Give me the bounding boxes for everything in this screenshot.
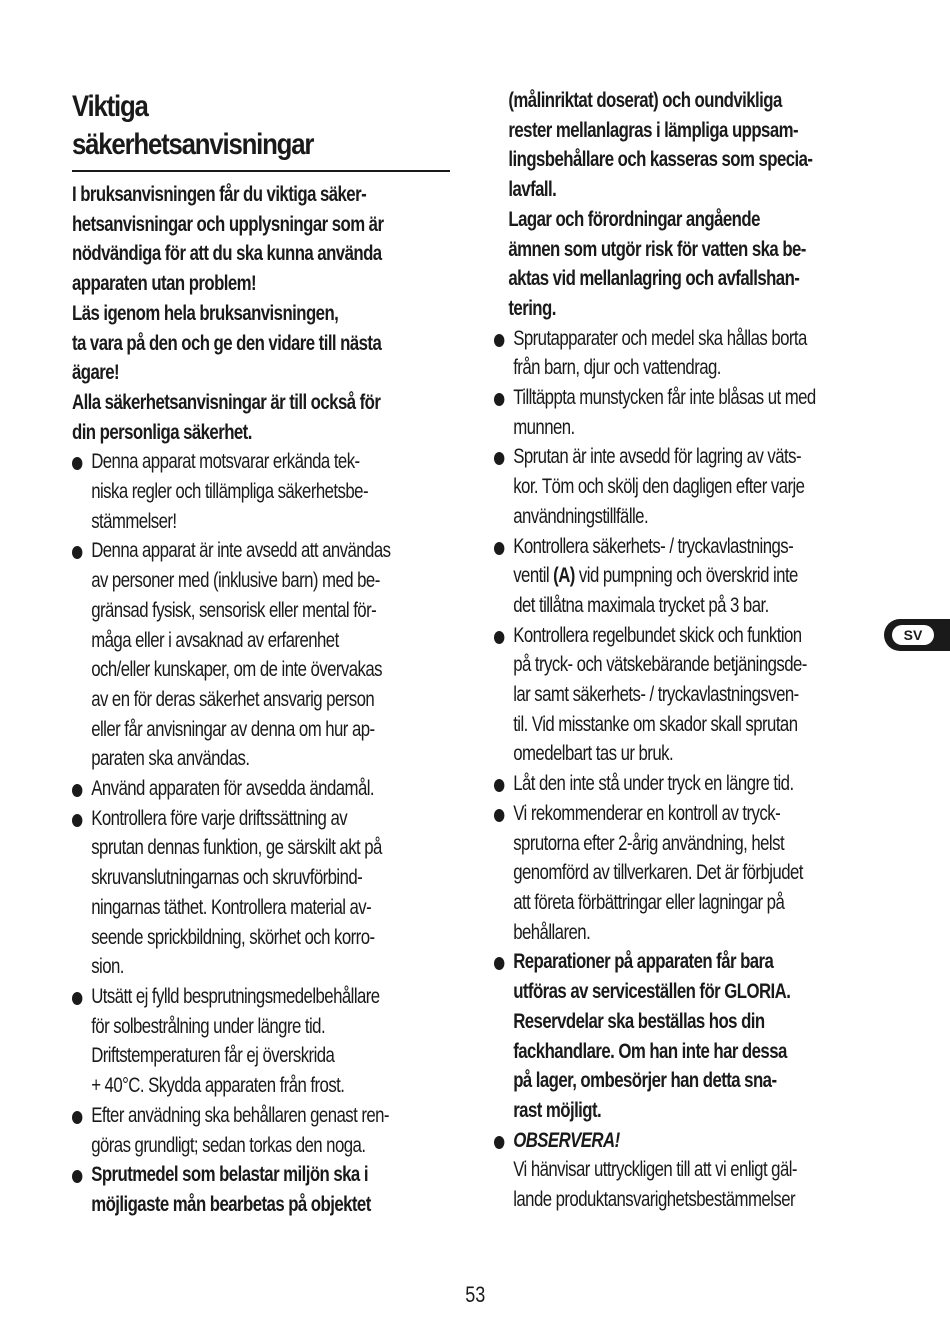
item-line: Låt den inte stå under tryck en längre tid. — [513, 772, 794, 796]
item-line: Tilltäppta munstycken får inte blåsas ut med — [513, 386, 816, 410]
item-line: göras grundligt; sedan torkas den noga. — [91, 1133, 366, 1157]
page-title — [72, 88, 450, 164]
bullet-item — [494, 442, 870, 531]
bullet-item — [72, 447, 450, 536]
continued-block — [494, 86, 870, 324]
title-line-2: säkerhetsanvisningar — [72, 128, 314, 161]
continued-line: lingsbehållare och kasseras som specia- — [508, 148, 813, 172]
item-line: Vi rekommenderar en kontroll av tryck- — [513, 801, 781, 825]
language-tab — [884, 619, 950, 651]
item-line: Använd apparaten för avsedda ändamål. — [91, 777, 375, 801]
continued-line: rester mellanlagras i lämpliga uppsam- — [508, 118, 799, 142]
item-line: lar samt säkerhets- / tryckavlastningsven- — [513, 683, 799, 707]
bullet-item — [494, 799, 870, 948]
page-number-text: 53 — [464, 1282, 486, 1307]
title-rule — [72, 170, 450, 172]
bullet-dot-icon — [494, 631, 504, 644]
item-line: seende sprickbildning, skörhet och korro- — [91, 925, 375, 949]
item-line: munnen. — [513, 415, 575, 439]
item-line: til. Vid misstanke om skador skall sprutan — [513, 712, 798, 736]
item-line: att företa förbättringar eller lagningar på — [513, 890, 785, 914]
valve-text: ventil — [513, 564, 554, 588]
intro-line: hetsanvisningar och upplysningar som är — [72, 212, 384, 236]
intro-line: ägare! — [72, 361, 120, 385]
left-text — [72, 180, 450, 1220]
bullet-item — [494, 621, 870, 770]
valve-text: vid pumpning och överskrid inte — [574, 564, 798, 588]
bullet-item — [72, 536, 450, 774]
item-line: Kontrollera före varje driftssättning av — [91, 806, 348, 830]
item-line: + 40°C. Skydda apparaten från frost. — [91, 1074, 345, 1098]
item-line: rast möjligt. — [513, 1098, 602, 1122]
bullet-dot-icon — [72, 814, 82, 827]
item-line: Kontrollera säkerhets- / tryckavlastnings- — [513, 534, 794, 558]
continued-line: aktas vid mellanlagring och avfallshan- — [508, 267, 800, 291]
item-line: det tillåtna maximala trycket på 3 bar. — [513, 593, 769, 617]
bullet-dot-icon — [72, 457, 82, 470]
item-line: paraten ska användas. — [91, 747, 250, 771]
item-line: sprutan dennas funktion, ge särskilt akt på — [91, 836, 382, 860]
item-line: behållaren. — [513, 920, 591, 944]
item-line: på lager, ombesörjer han detta sna- — [513, 1069, 777, 1093]
item-line: gränsad fysisk, sensorisk eller mental för- — [91, 598, 377, 622]
item-line: på tryck- och vätskebärande betjäningsde- — [513, 653, 807, 677]
intro-line: din personliga säkerhet. — [72, 420, 252, 444]
item-line: Kontrollera regelbundet skick och funktion — [513, 623, 802, 647]
bullet-dot-icon — [494, 542, 504, 555]
item-line: Sprutan är inte avsedd för lagring av väts- — [513, 445, 802, 469]
language-label: SV — [892, 625, 934, 645]
item-line: Sprutmedel som belastar miljön ska i — [91, 1163, 368, 1187]
continued-line: lavfall. — [508, 178, 557, 202]
bullet-dot-icon — [72, 546, 82, 559]
intro-line: I bruksanvisningen får du viktiga säker- — [72, 183, 367, 206]
item-line: Driftstemperaturen får ej överskrida — [91, 1044, 335, 1068]
right-text — [494, 86, 870, 1215]
item-line: kor. Töm och skölj den dagligen efter varje — [513, 475, 805, 499]
intro-line: nödvändiga för att du ska kunna använda — [72, 242, 382, 266]
bullet-item — [72, 982, 450, 1101]
item-line: av personer med (inklusive barn) med be- — [91, 569, 380, 593]
bullet-dot-icon — [494, 393, 504, 406]
item-line: möjligaste mån bearbetas på objektet — [91, 1192, 371, 1216]
intro-line: Alla säkerhetsanvisningar är till också för — [72, 390, 381, 414]
valve-label: (A) — [553, 564, 575, 588]
right-column — [494, 86, 870, 1215]
bullet-item — [72, 774, 450, 804]
item-line: från barn, djur och vattendrag. — [513, 356, 721, 380]
bullet-item — [72, 1101, 450, 1160]
bullet-dot-icon — [494, 334, 504, 347]
item-line: för solbestrålning under längre tid. — [91, 1014, 326, 1038]
item-line: och/eller kunskaper, om de inte övervakas — [91, 658, 383, 682]
item-line: eller får anvisningar av denna om hur ap- — [91, 717, 375, 741]
bullet-item — [494, 769, 870, 799]
bullet-item — [72, 804, 450, 982]
item-line: Sprutapparater och medel ska hållas borta — [513, 326, 807, 350]
page-number — [0, 1282, 950, 1308]
item-line: sprutorna efter 2-årig användning, helst — [513, 831, 785, 855]
item-line: fackhandlare. Om han inte har dessa — [513, 1039, 787, 1063]
bullet-dot-icon — [72, 784, 82, 797]
item-line — [513, 561, 870, 591]
item-line: ningarnas täthet. Kontrollera material av- — [91, 895, 372, 919]
bullet-item — [72, 1160, 450, 1219]
item-line: Reservdelar ska beställas hos din — [513, 1009, 765, 1033]
intro-line: ta vara på den och ge den vidare till nästa — [72, 331, 382, 355]
intro-line: apparaten utan problem! — [72, 272, 257, 296]
bullet-dot-icon — [72, 1111, 82, 1124]
intro-line: Läs igenom hela bruksanvisningen, — [72, 301, 339, 325]
item-line: Reparationer på apparaten får bara — [513, 950, 774, 974]
item-line: användningstillfälle. — [513, 504, 649, 528]
bullet-dot-icon — [494, 957, 504, 970]
item-line: utföras av serviceställen för GLORIA. — [513, 980, 791, 1004]
intro-block — [72, 180, 450, 447]
title-line-1: Viktiga — [72, 90, 148, 123]
bullet-item — [494, 532, 870, 621]
continued-line: (målinriktat doserat) och oundvikliga — [508, 89, 782, 112]
continued-line: tering. — [508, 296, 556, 320]
bullet-dot-icon — [494, 779, 504, 792]
bullet-item — [494, 947, 870, 1125]
item-line: genomförd av tillverkaren. Det är förbjudet — [513, 861, 803, 885]
item-line: av en för deras säkerhet ansvarig person — [91, 687, 375, 711]
bullet-dot-icon — [494, 809, 504, 822]
item-line: Denna apparat är inte avsedd att användas — [91, 539, 391, 563]
item-line: omedelbart tas ur bruk. — [513, 742, 674, 766]
item-line: sion. — [91, 955, 124, 979]
observe-heading: OBSERVERA! — [513, 1128, 620, 1152]
item-line: lande produktansvarighetsbestämmelser — [513, 1188, 796, 1212]
bullet-dot-icon — [494, 1136, 504, 1149]
item-line: stämmelser! — [91, 509, 177, 533]
item-line: Efter anvädning ska behållaren genast ren- — [91, 1103, 389, 1127]
observe-item — [494, 1126, 870, 1215]
bullet-dot-icon — [494, 452, 504, 465]
item-line: Vi hänvisar uttryckligen till att vi enligt gäl- — [513, 1158, 797, 1182]
bullet-dot-icon — [72, 1170, 82, 1183]
item-line: Denna apparat motsvarar erkända tek- — [91, 450, 360, 474]
item-line: skruvanslutningarnas och skruvförbind- — [91, 866, 363, 890]
item-line: Utsätt ej fylld besprutningsmedelbehållare — [91, 984, 380, 1008]
continued-line: Lagar och förordningar angående — [508, 207, 760, 231]
bullet-item — [494, 324, 870, 383]
item-line: niska regler och tillämpliga säkerhetsbe- — [91, 480, 368, 504]
continued-line: ämnen som utgör risk för vatten ska be- — [508, 237, 806, 261]
left-column — [72, 88, 450, 1220]
item-line: måga eller i avsaknad av erfarenhet — [91, 628, 339, 652]
bullet-item — [494, 383, 870, 442]
bullet-dot-icon — [72, 992, 82, 1005]
